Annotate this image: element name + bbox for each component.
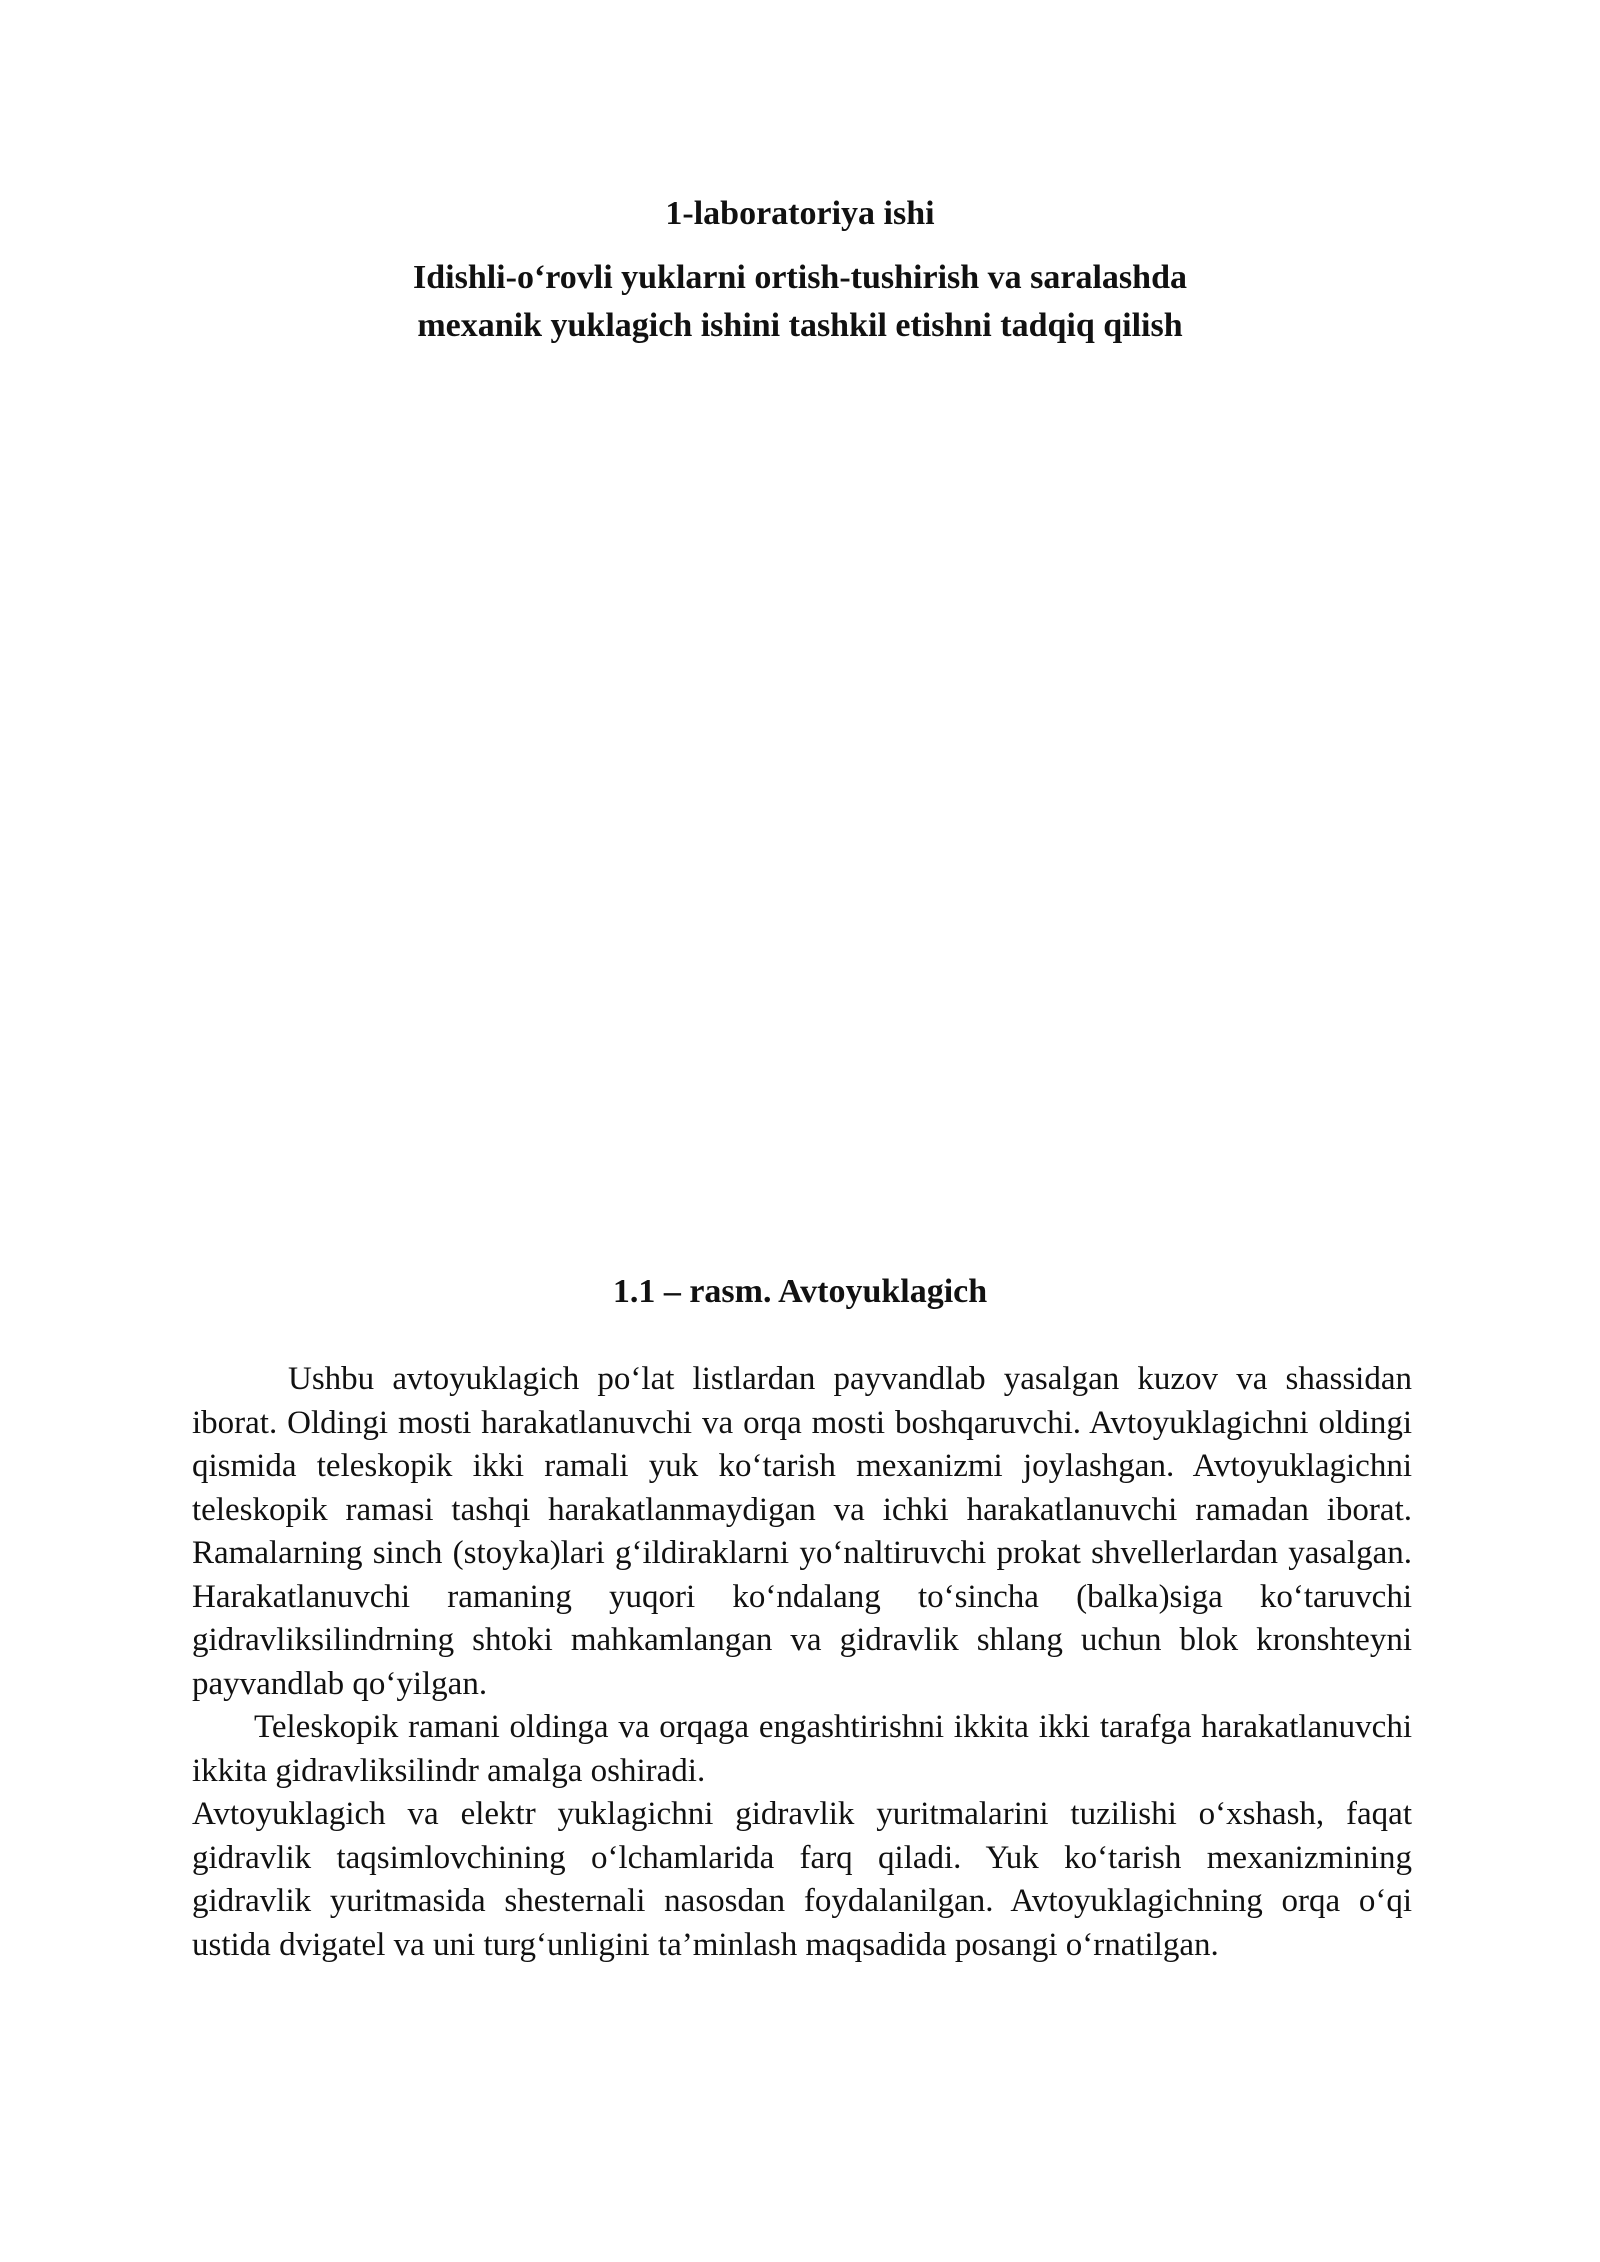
lab-title-line-2: mexanik yuklagich ishini tashkil etishni tadqiq qilish	[417, 307, 1183, 344]
paragraph-3: Avtoyuklagich va elektr yuklagichni gidravlik yuritmalarini tuzilishi o‘xshash, faqat gidravlik taqsimlovchining o‘lchamlarida farq qiladi. Yuk ko‘tarish mexanizmining gidravlik yuritmasida shesternali nasosdan foydalanilgan. Avtoyuklagichning orqa o‘qi ustida dvigatel va uni turg‘unligini ta’minlash maqsadida posangi o‘rnatilgan.	[192, 1796, 1412, 1963]
lab-title-line-1: Idishli-o‘rovli yuklarni ortish-tushirish va saralashda	[413, 259, 1187, 296]
body-text	[192, 1358, 1412, 1967]
lab-number-heading: 1-laboratoriya ishi	[665, 195, 935, 232]
figure-caption: 1.1 – rasm. Avtoyuklagich	[612, 1273, 988, 1310]
paragraph-2: Teleskopik ramani oldinga va orqaga engashtirishni ikkita ikki tarafga harakatlanuvchi ikkita gidravliksilindr amalga oshiradi.	[192, 1709, 1412, 1789]
paragraph-1: Ushbu avtoyuklagich po‘lat listlardan payvandlab yasalgan kuzov va shassidan iborat. Oldingi mosti harakatlanuvchi va orqa mosti boshqaruvchi. Avtoyuklagichni oldingi qismida teleskopik ikki ramali yuk ko‘tarish mexanizmi joylashgan. Avtoyuklagichni teleskopik ramasi tashqi harakatlanmaydigan va ichki harakatlanuvchi ramadan iborat. Ramalarning sinch (stoyka)lari g‘ildiraklarni yo‘naltiruvchi prokat shvellerlardan yasalgan. Harakatlanuvchi ramaning yuqori ko‘ndalang to‘sincha (balka)siga ko‘taruvchi gidravliksilindrning shtoki mahkamlangan va gidravlik shlang uchun blok kronshteyni payvandlab qo‘yilgan.	[192, 1361, 1412, 1702]
figure-blank-area	[192, 380, 1408, 1260]
lab-title	[300, 254, 1300, 350]
